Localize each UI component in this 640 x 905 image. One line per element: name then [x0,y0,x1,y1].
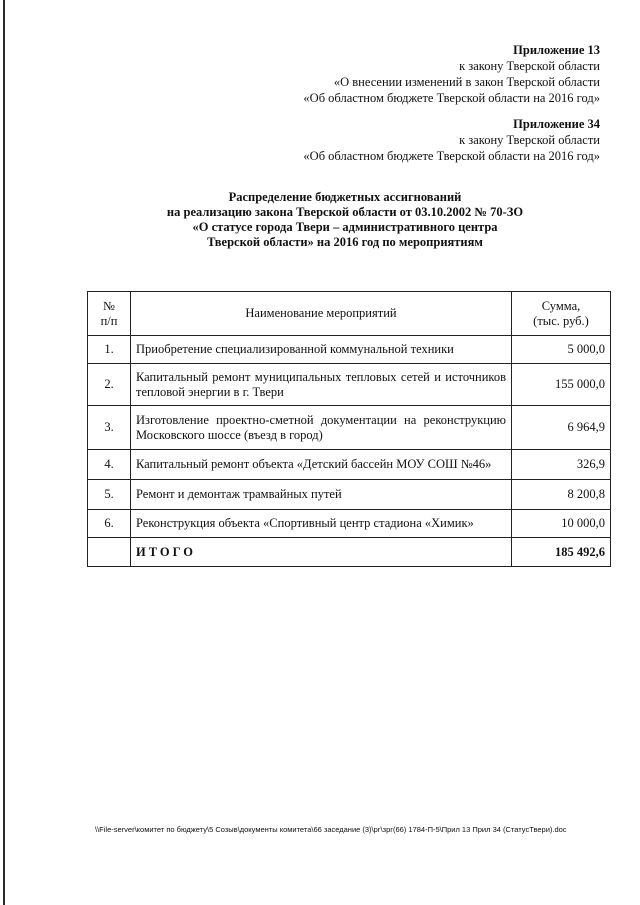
row-sum: 8 200,8 [512,480,611,510]
row-num: 1. [88,336,131,364]
row-sum: 5 000,0 [512,336,611,364]
table-row [88,364,611,406]
row-name: Приобретение специализированной коммунальной техники [131,336,512,364]
row-name: Капитальный ремонт объекта «Детский бассейн МОУ СОШ №46» [131,450,512,480]
appendix-34-line2: «Об областном бюджете Тверской области на 2016 год» [303,149,600,163]
appendix-13-title: Приложение 13 [513,43,600,57]
table-header-row [88,292,611,336]
table-row [88,450,611,480]
appendix-34-title: Приложение 34 [513,117,600,131]
table-row [88,480,611,510]
table-row [88,336,611,364]
title-line2: на реализацию закона Тверской области от 03.10.2002 № 70-ЗО [166,205,524,219]
row-name: Реконструкция объекта «Спортивный центр стадиона «Химик» [131,510,512,538]
row-num: 5. [88,480,131,510]
total-label: ИТОГО [131,538,512,567]
document-title [90,190,600,250]
scan-edge [3,0,5,905]
table-row [88,510,611,538]
row-name: Капитальный ремонт муниципальных тепловых сетей и источников тепловой энергии в г. Твери [131,364,512,406]
title-line4: Тверской области» на 2016 год по мероприятиям [207,235,483,249]
row-num: 6. [88,510,131,538]
row-sum: 155 000,0 [512,364,611,406]
row-num: 4. [88,450,131,480]
header-name: Наименование мероприятий [131,292,512,336]
total-sum: 185 492,6 [512,538,611,567]
table-row [88,406,611,450]
file-path-footer: \\File-server\комитет по бюджету\5 Созыв\документы комитета\66 заседание (3)\рг\зрг(66) 1784-П-5\Прил 13 Прил 34 (СтатусТвери).doc [95,825,567,834]
total-num-empty [88,538,131,567]
header-num: № п/п [88,292,131,336]
appendix-13-line2: «О внесении изменений в закон Тверской области [333,75,600,89]
row-sum: 6 964,9 [512,406,611,450]
appendix-13-line1: к закону Тверской области [459,59,600,73]
appendix-34-line1: к закону Тверской области [459,133,600,147]
header-sum: Сумма, (тыс. руб.) [512,292,611,336]
table-total-row [88,538,611,567]
row-num: 3. [88,406,131,450]
appendix-13-header [303,42,600,106]
row-num: 2. [88,364,131,406]
appendix-34-header [303,116,600,164]
title-line3: «О статусе города Твери – административного центра [192,220,498,234]
row-sum: 326,9 [512,450,611,480]
title-line1: Распределение бюджетных ассигнований [228,190,462,204]
row-name: Изготовление проектно-сметной документации на реконструкцию Московского шоссе (въезд в город) [131,406,512,450]
row-sum: 10 000,0 [512,510,611,538]
row-name: Ремонт и демонтаж трамвайных путей [131,480,512,510]
budget-table [87,291,611,567]
appendix-13-line3: «Об областном бюджете Тверской области на 2016 год» [303,91,600,105]
